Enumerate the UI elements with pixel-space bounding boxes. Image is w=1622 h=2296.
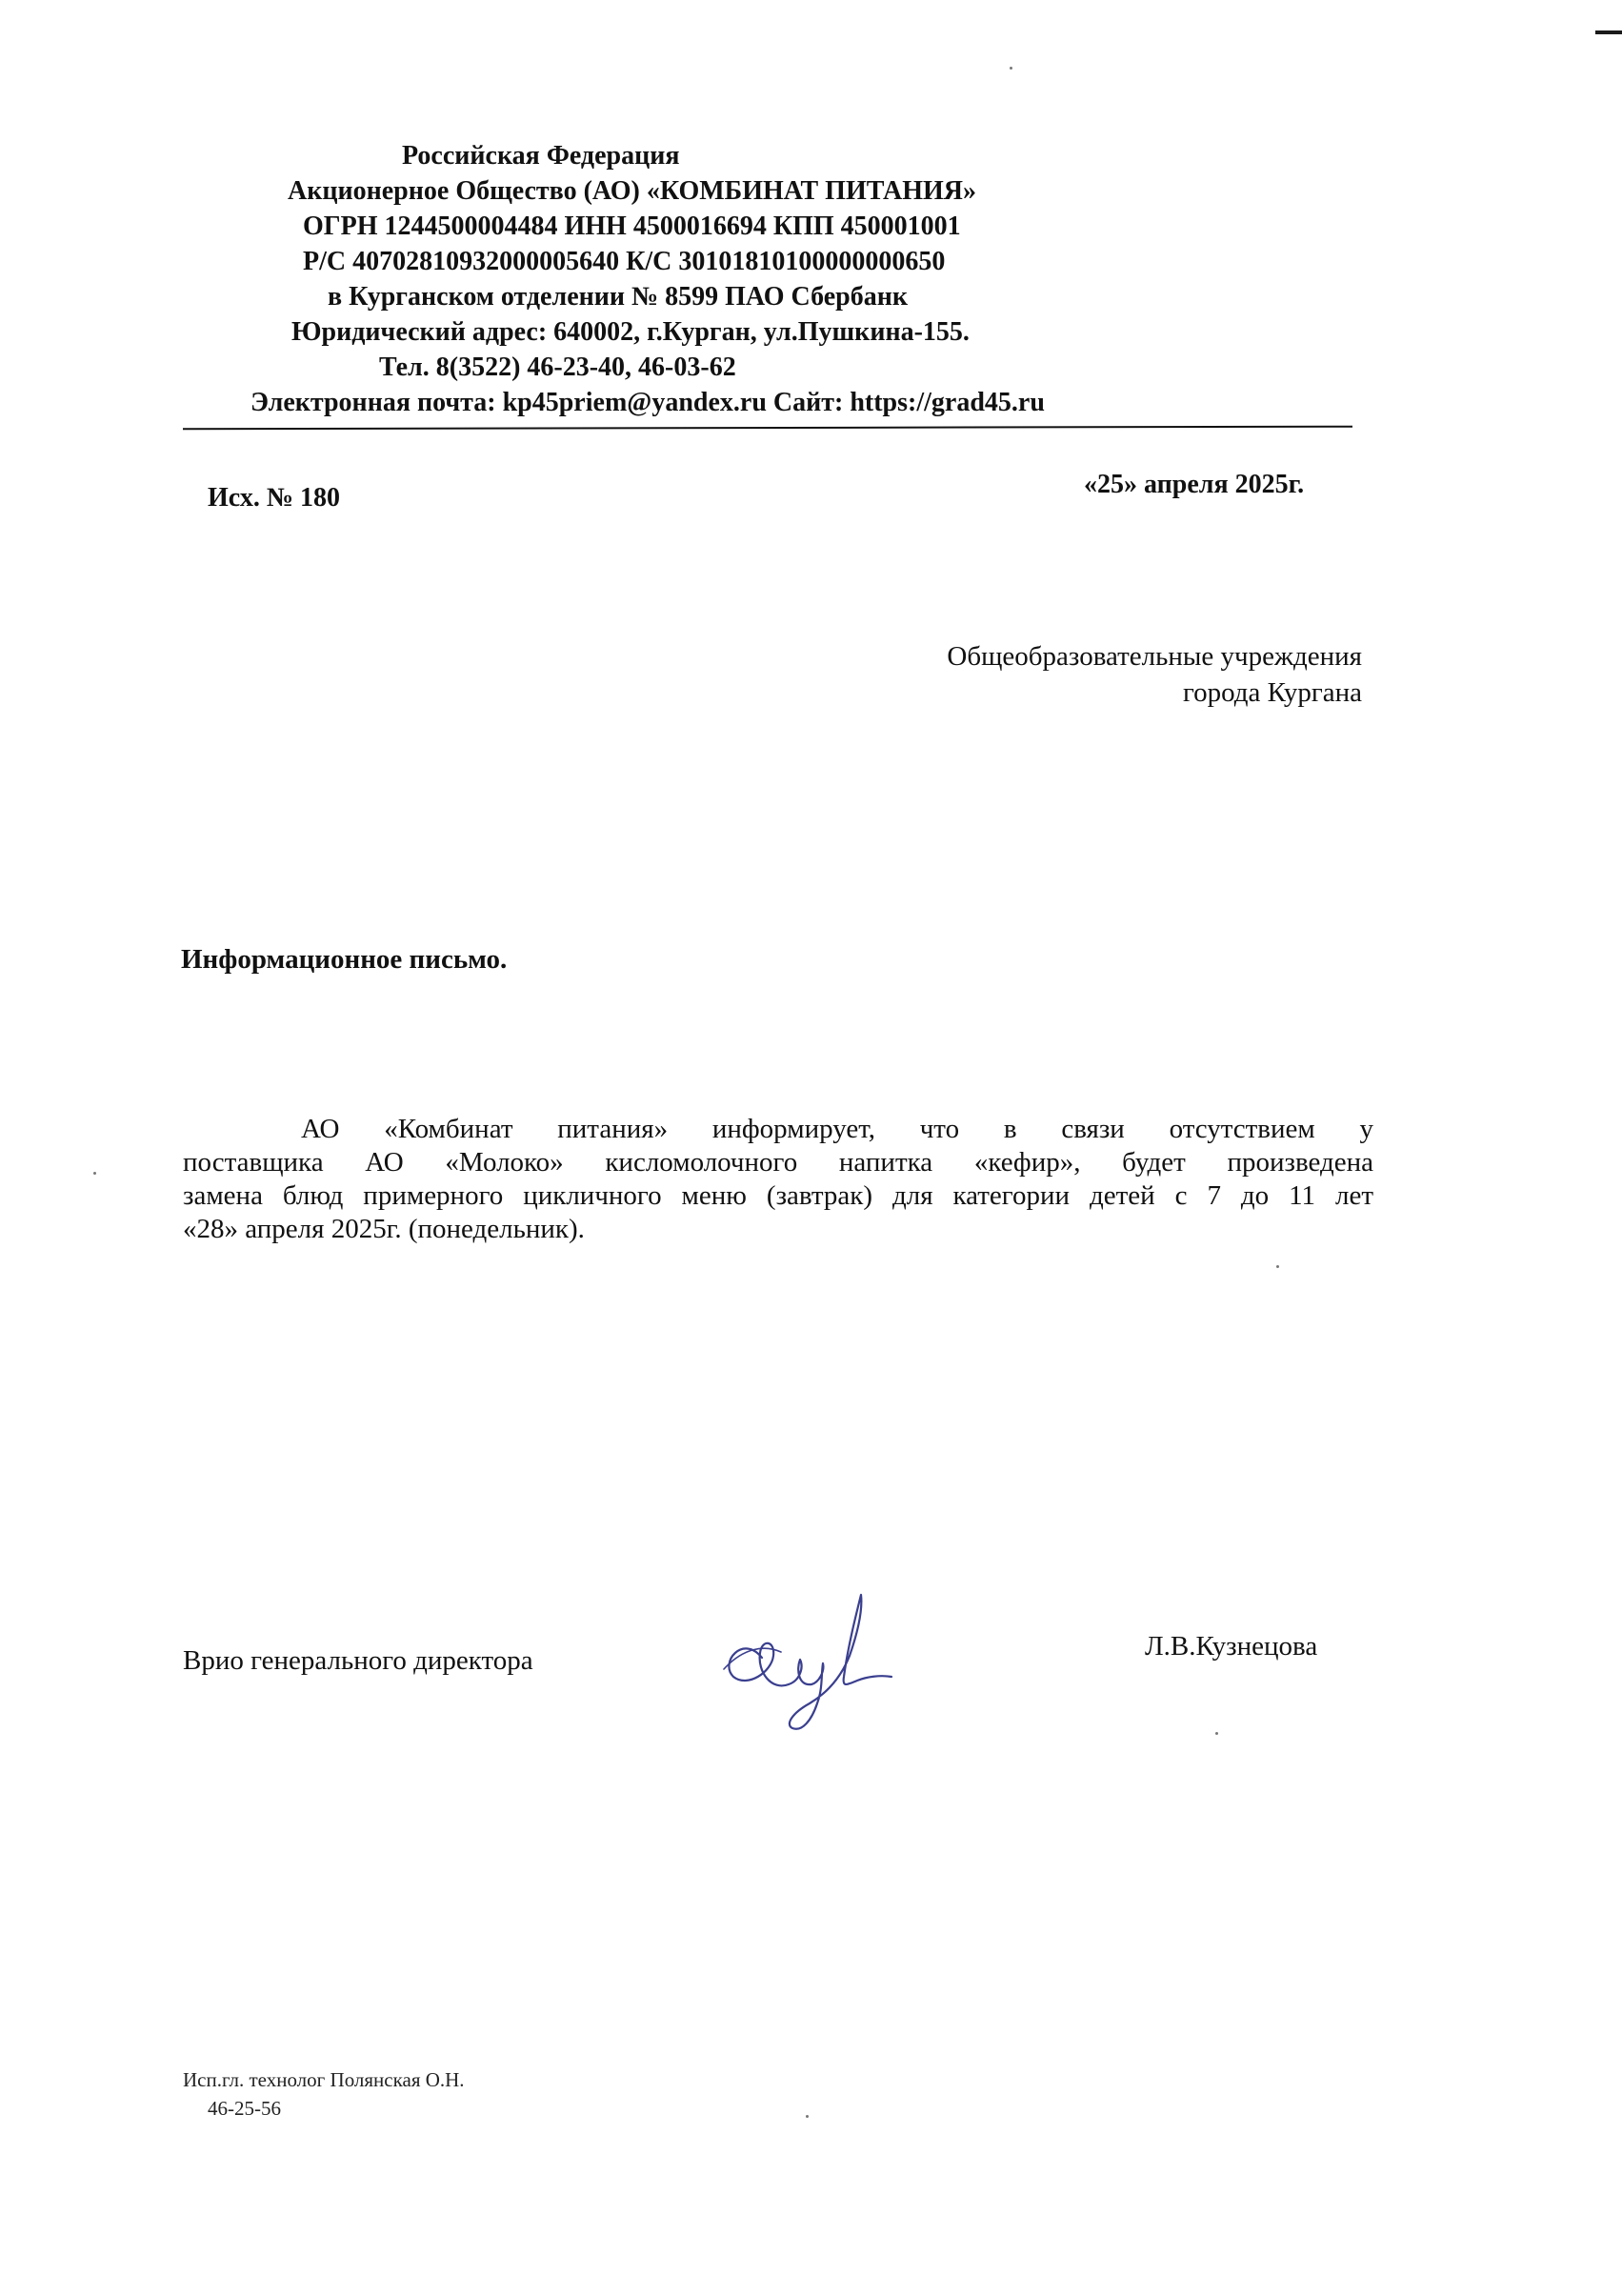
recipient-line: города Кургана bbox=[1182, 677, 1362, 708]
scan-speck bbox=[806, 2115, 809, 2118]
letterhead-phone: Тел. 8(3522) 46-23-40, 46-03-62 bbox=[379, 352, 736, 382]
body-line: замена блюд примерного цикличного меню (завтрак) для категории детей с 7 до 11 лет bbox=[183, 1180, 1373, 1211]
letterhead-legal-address: Юридический адрес: 640002, г.Курган, ул.Пушкина-155. bbox=[291, 317, 970, 347]
letter-title: Информационное письмо. bbox=[181, 944, 508, 975]
letter-date: «25» апреля 2025г. bbox=[1084, 470, 1305, 499]
executor-block bbox=[183, 2065, 465, 2123]
letterhead-contacts: Электронная почта: kp45priem@yandex.ru Сайт: https://grad45.ru bbox=[250, 388, 1045, 417]
outgoing-number: Исх. № 180 bbox=[208, 483, 340, 513]
signatory-role: Врио генерального директора bbox=[183, 1645, 533, 1676]
letterhead-bank-branch: в Курганском отделении № 8599 ПАО Сбербанк bbox=[328, 282, 908, 312]
letterhead bbox=[250, 138, 1257, 420]
letterhead-company: Акционерное Общество (АО) «КОМБИНАТ ПИТАНИЯ» bbox=[288, 176, 977, 206]
scan-edge-mark bbox=[1595, 30, 1622, 34]
letter-body bbox=[183, 1113, 1373, 1246]
executor-phone: 46-25-56 bbox=[208, 2097, 281, 2120]
executor-name: Исп.гл. технолог Полянская О.Н. bbox=[183, 2068, 465, 2091]
scan-speck bbox=[1215, 1732, 1218, 1735]
scan-speck bbox=[1010, 67, 1012, 70]
handwritten-signature bbox=[705, 1581, 895, 1743]
recipient-block bbox=[857, 638, 1362, 711]
body-line: АО «Комбинат питания» информирует, что в связи отсутствием у bbox=[301, 1114, 1373, 1144]
recipient-line: Общеобразовательные учреждения bbox=[947, 641, 1362, 672]
letterhead-registration: ОГРН 1244500004484 ИНН 4500016694 КПП 450001001 bbox=[303, 211, 961, 241]
letterhead-country: Российская Федерация bbox=[402, 141, 680, 171]
letterhead-bank-accounts: Р/С 40702810932000005640 К/С 30101810100000000650 bbox=[303, 247, 946, 276]
signatory-name: Л.В.Кузнецова bbox=[1145, 1631, 1318, 1662]
scan-speck bbox=[93, 1172, 96, 1175]
body-line: поставщика АО «Молоко» кисломолочного напитка «кефир», будет произведена bbox=[183, 1147, 1373, 1178]
letterhead-divider bbox=[183, 426, 1352, 431]
scan-speck bbox=[1276, 1265, 1279, 1268]
body-line: «28» апреля 2025г. (понедельник). bbox=[183, 1214, 585, 1244]
